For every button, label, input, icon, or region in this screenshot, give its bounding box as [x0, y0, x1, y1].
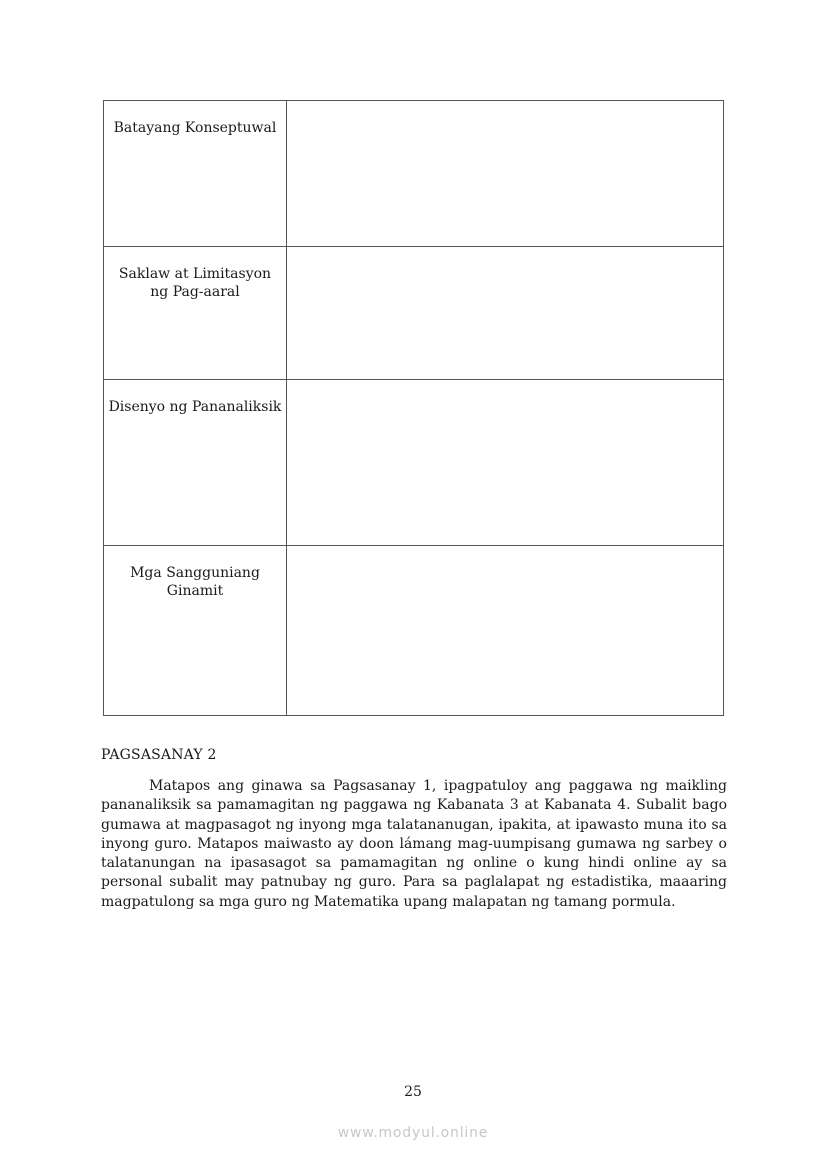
- answer-cell[interactable]: [287, 546, 724, 716]
- row-label: Batayang Konseptuwal: [104, 101, 287, 247]
- answer-cell[interactable]: [287, 101, 724, 247]
- page-number: 25: [404, 1084, 422, 1100]
- research-outline-table: [103, 100, 724, 716]
- exercise-instructions: Matapos ang ginawa sa Pagsasanay 1, ipagpatuloy ang paggawa ng maikling pananaliksik sa pamamagitan ng paggawa ng Kabanata 3 at Kabanata 4. Subalit bago gumawa at magpasagot ng inyong mga talatananugan, ipakita, at ipawasto muna ito sa inyong guro. Matapos maiwasto ay doon lámang mag-uumpisang gumawa ng sarbey o talatanungan na ipasasagot sa pamamagitan ng online o kung hindi online ay sa personal subalit may patnubay ng guro. Para sa paglalapat ng estadistika, maaaring magpatulong sa mga guro ng Matematika upang malapatan ng tamang pormula.: [101, 778, 727, 910]
- row-label: Disenyo ng Pananaliksik: [104, 380, 287, 546]
- answer-cell[interactable]: [287, 380, 724, 546]
- watermark: www.modyul.online: [337, 1125, 489, 1141]
- table-row: [104, 101, 724, 247]
- table-row: [104, 247, 724, 380]
- exercise-heading: PAGSASANAY 2: [101, 747, 217, 763]
- table-row: [104, 546, 724, 716]
- row-label: Saklaw at Limitasyon ng Pag-aaral: [104, 247, 287, 380]
- answer-cell[interactable]: [287, 247, 724, 380]
- table-row: [104, 380, 724, 546]
- row-label: Mga Sangguniang Ginamit: [104, 546, 287, 716]
